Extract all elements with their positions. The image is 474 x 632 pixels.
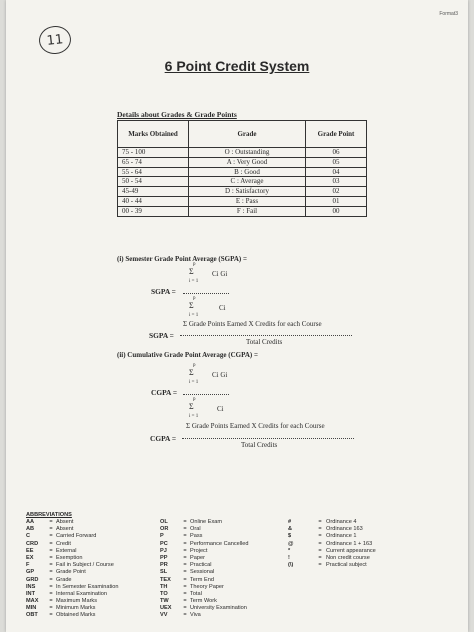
cgpa-num-lower: i = 1	[189, 380, 199, 385]
abbreviation-meaning: Credit	[56, 540, 71, 547]
sgpa-den-lower: i = 1	[189, 313, 199, 318]
abbreviation-code: !	[288, 554, 290, 561]
abbreviation-equals: =	[183, 547, 187, 554]
abbreviation-item	[288, 555, 376, 562]
cgpa-den-upper: p	[193, 397, 196, 402]
grade-cell: A : Very Good	[189, 157, 306, 167]
abbreviation-item	[160, 598, 248, 605]
abbreviation-meaning: Ordinance 1 + 163	[326, 540, 373, 547]
sgpa-heading: (i) Semester Grade Point Average (SGPA) =	[117, 255, 247, 263]
abbreviation-code: C	[26, 533, 31, 540]
abbreviation-item	[160, 577, 248, 584]
marks-cell: 40 - 44	[118, 196, 189, 206]
abbreviation-meaning: University Examination	[190, 605, 247, 612]
cgpa-denominator-2: Total Credits	[241, 441, 278, 449]
abbreviation-item	[26, 598, 119, 605]
abbreviation-equals: =	[183, 526, 187, 533]
abbreviation-equals: =	[49, 569, 53, 576]
abbreviation-equals: =	[49, 540, 53, 547]
abbreviation-meaning: Maximum Marks	[56, 598, 98, 605]
document-page	[6, 0, 468, 632]
grades-table	[117, 120, 367, 217]
abbreviation-item	[26, 533, 119, 540]
abbreviation-equals: =	[49, 519, 53, 525]
sgpa-label-1: SGPA =	[151, 287, 176, 296]
grade-cell: B : Good	[189, 167, 306, 177]
abbreviation-equals: =	[183, 612, 187, 619]
sgpa-num-term: Ci Gi	[212, 270, 228, 278]
abbreviation-meaning: Carried Forward	[56, 533, 97, 540]
cgpa-heading: (ii) Cumulative Grade Point Average (CGPA) =	[117, 351, 258, 359]
grade-cell: D : Satisfactory	[189, 187, 306, 197]
abbreviation-equals: =	[183, 590, 187, 597]
abbreviation-code: EE	[26, 547, 34, 554]
abbreviation-code: @	[288, 540, 294, 547]
marks-cell: 75 - 100	[118, 148, 189, 158]
abbreviations-title: ABBREVIATIONS	[26, 512, 72, 518]
sgpa-num-sigma: Σ	[189, 267, 194, 276]
abbreviation-item	[26, 562, 119, 569]
abbreviation-equals: =	[49, 562, 53, 569]
marks-cell: 65 - 74	[118, 157, 189, 167]
abbreviation-meaning: Term End	[190, 576, 214, 583]
abbreviation-equals: =	[49, 533, 53, 540]
header-grade-point: Grade Point	[306, 121, 367, 148]
cgpa-num-term: Ci Gi	[212, 371, 228, 379]
abbreviation-item	[288, 548, 376, 555]
abbreviation-item	[26, 541, 119, 548]
abbreviation-equals: =	[318, 519, 322, 525]
abbreviation-code: F	[26, 562, 30, 569]
abbreviation-meaning: Practical subject	[326, 562, 367, 569]
abbreviation-equals: =	[183, 562, 187, 569]
abbreviation-item	[160, 612, 248, 619]
table-caption: Details about Grades & Grade Points	[117, 110, 237, 119]
abbreviation-code: INS	[26, 583, 36, 590]
abbreviation-code: GRD	[26, 576, 39, 583]
abbreviation-code: EX	[26, 554, 34, 561]
abbreviation-meaning: Exemption	[56, 554, 83, 561]
abbreviation-equals: =	[318, 547, 322, 554]
abbreviation-equals: =	[183, 519, 187, 525]
abbreviation-equals: =	[49, 526, 53, 533]
cgpa-fraction-line-2	[182, 438, 354, 439]
abbreviation-code: SL	[160, 569, 168, 576]
abbreviation-equals: =	[49, 583, 53, 590]
table-row	[118, 187, 367, 197]
grade-cell: C : Average	[189, 177, 306, 187]
abbreviation-equals: =	[49, 598, 53, 605]
abbreviation-meaning: Term Work	[190, 598, 217, 605]
abbreviation-meaning: Viva	[190, 612, 201, 619]
abbreviation-code: *	[288, 547, 291, 554]
sgpa-num-upper: p	[193, 262, 196, 267]
sgpa-label-2: SGPA =	[149, 331, 174, 340]
cgpa-den-sigma: Σ	[189, 402, 194, 411]
sgpa-fraction-line-2	[180, 335, 352, 336]
abbreviation-item	[26, 569, 119, 576]
abbreviation-item	[288, 526, 376, 533]
abbreviation-code: TO	[160, 590, 168, 597]
abbreviation-item	[288, 562, 376, 569]
abbreviation-code: AB	[26, 526, 35, 533]
abbreviation-code: TH	[160, 583, 168, 590]
abbreviation-meaning: Absent	[56, 526, 74, 533]
abbreviation-item	[26, 519, 119, 526]
abbreviation-item	[160, 526, 248, 533]
abbreviation-item	[26, 526, 119, 533]
abbreviation-item	[26, 548, 119, 555]
grade-cell: O : Outstanding	[189, 148, 306, 158]
abbreviation-item	[26, 555, 119, 562]
header-grade: Grade	[189, 121, 306, 148]
abbreviation-meaning: Performance Cancelled	[190, 540, 249, 547]
abbreviation-code: GP	[26, 569, 35, 576]
abbreviations-column-1	[26, 519, 119, 620]
table-row	[118, 206, 367, 216]
sgpa-den-upper: p	[193, 296, 196, 301]
cgpa-fraction-line-1	[183, 394, 229, 395]
abbreviation-code: PJ	[160, 547, 167, 554]
cgpa-den-lower: i = 1	[189, 414, 199, 419]
abbreviation-equals: =	[183, 554, 187, 561]
cgpa-den-term: Ci	[217, 405, 224, 413]
sgpa-num-lower: i = 1	[189, 279, 199, 284]
abbreviation-code: MAX	[26, 598, 39, 605]
abbreviation-meaning: In Semester Examination	[56, 583, 119, 590]
abbreviation-code: OL	[160, 519, 168, 525]
abbreviation-item	[160, 548, 248, 555]
abbreviation-code: PR	[160, 562, 168, 569]
grade-point-cell: 01	[306, 196, 367, 206]
abbreviation-code: PP	[160, 554, 168, 561]
sgpa-numerator-2: Σ Grade Points Earned X Credits for each Course	[183, 320, 322, 328]
abbreviation-item	[160, 605, 248, 612]
sgpa-denominator-2: Total Credits	[246, 338, 283, 346]
abbreviation-meaning: Obtained Marks	[56, 612, 96, 619]
abbreviation-code: #	[288, 519, 292, 525]
abbreviation-meaning: Pass	[190, 533, 203, 540]
abbreviation-code: P	[160, 533, 164, 540]
abbreviation-meaning: External	[56, 547, 77, 554]
grade-cell: F : Fail	[189, 206, 306, 216]
grades-table-header	[118, 121, 367, 148]
abbreviation-meaning: Sessional	[190, 569, 215, 576]
abbreviation-code: $	[288, 533, 292, 540]
abbreviation-meaning: Current appearance	[326, 547, 376, 554]
abbreviation-meaning: Ordinance 1	[326, 533, 357, 540]
sgpa-den-term: Ci	[219, 304, 226, 312]
abbreviation-item	[160, 562, 248, 569]
header-marks: Marks Obtained	[118, 121, 189, 148]
abbreviation-equals: =	[183, 576, 187, 583]
abbreviation-equals: =	[183, 533, 187, 540]
abbreviation-equals: =	[318, 554, 322, 561]
abbreviation-meaning: Ordinance 163	[326, 526, 363, 533]
table-row	[118, 196, 367, 206]
abbreviation-meaning: Ordinance 4	[326, 519, 357, 525]
abbreviation-code: OR	[160, 526, 169, 533]
abbreviations-column-3	[288, 519, 376, 569]
abbreviation-item	[160, 541, 248, 548]
grade-point-cell: 04	[306, 167, 367, 177]
grade-point-cell: 02	[306, 187, 367, 197]
abbreviation-meaning: Online Exam	[190, 519, 223, 525]
cgpa-label-2: CGPA =	[150, 434, 177, 443]
page-title: 6 Point Credit System	[164, 58, 310, 74]
abbreviation-item	[26, 591, 119, 598]
abbreviation-meaning: Project	[190, 547, 208, 554]
abbreviation-meaning: Absent	[56, 519, 74, 525]
abbreviation-code: MIN	[26, 605, 37, 612]
abbreviations-column-2	[160, 519, 248, 620]
grade-point-cell: 05	[306, 157, 367, 167]
abbreviation-equals: =	[318, 540, 322, 547]
abbreviation-meaning: Practical	[190, 562, 212, 569]
abbreviation-equals: =	[183, 605, 187, 612]
grade-point-cell: 00	[306, 206, 367, 216]
cgpa-label-1: CGPA =	[151, 388, 178, 397]
abbreviation-meaning: Grade	[56, 576, 72, 583]
format-label: Format3	[439, 11, 458, 17]
abbreviation-equals: =	[318, 562, 322, 569]
table-row	[118, 177, 367, 187]
abbreviation-equals: =	[183, 540, 187, 547]
abbreviation-meaning: Grade Point	[56, 569, 86, 576]
page-number: 11	[38, 24, 73, 55]
abbreviation-code: PC	[160, 540, 168, 547]
abbreviation-code: &	[288, 526, 293, 533]
abbreviation-code: AA	[26, 519, 35, 525]
abbreviation-equals: =	[183, 569, 187, 576]
abbreviation-item	[26, 605, 119, 612]
abbreviation-equals: =	[318, 526, 322, 533]
abbreviation-item	[26, 577, 119, 584]
abbreviation-code: TW	[160, 598, 169, 605]
abbreviation-meaning: Paper	[190, 554, 205, 561]
abbreviation-item	[26, 612, 119, 619]
grade-point-cell: 06	[306, 148, 367, 158]
abbreviation-code: TEX	[160, 576, 171, 583]
abbreviation-item	[160, 591, 248, 598]
abbreviation-item	[26, 584, 119, 591]
abbreviation-item	[160, 555, 248, 562]
abbreviation-equals: =	[183, 598, 187, 605]
abbreviation-equals: =	[49, 554, 53, 561]
grade-point-cell: 03	[306, 177, 367, 187]
sgpa-den-sigma: Σ	[189, 301, 194, 310]
abbreviation-equals: =	[183, 583, 187, 590]
abbreviation-meaning: Total	[190, 590, 202, 597]
sgpa-fraction-line-1	[183, 293, 229, 294]
cgpa-num-upper: p	[193, 363, 196, 368]
abbreviation-code: VV	[160, 612, 168, 619]
abbreviation-code: UEX	[160, 605, 172, 612]
abbreviation-item	[160, 519, 248, 526]
abbreviation-code: CRD	[26, 540, 39, 547]
table-row	[118, 148, 367, 158]
abbreviation-equals: =	[49, 547, 53, 554]
abbreviation-meaning: Theory Paper	[190, 583, 224, 590]
abbreviation-meaning: Oral	[190, 526, 201, 533]
abbreviation-meaning: Internal Examination	[56, 590, 107, 597]
abbreviation-item	[288, 541, 376, 548]
abbreviation-item	[160, 569, 248, 576]
marks-cell: 00 - 39	[118, 206, 189, 216]
marks-cell: 55 - 64	[118, 167, 189, 177]
abbreviation-item	[288, 533, 376, 540]
cgpa-numerator-2: Σ Grade Points Earned X Credits for each Course	[186, 422, 325, 430]
abbreviation-meaning: Minimum Marks	[56, 605, 96, 612]
abbreviation-code: INT	[26, 590, 36, 597]
abbreviation-equals: =	[49, 590, 53, 597]
cgpa-num-sigma: Σ	[189, 368, 194, 377]
marks-cell: 45-49	[118, 187, 189, 197]
abbreviation-item	[160, 533, 248, 540]
abbreviation-code: OBT	[26, 612, 38, 619]
abbreviation-item	[160, 584, 248, 591]
abbreviation-meaning: Fail in Subject / Course	[56, 562, 114, 569]
abbreviation-equals: =	[318, 533, 322, 540]
abbreviation-equals: =	[49, 612, 53, 619]
table-row	[118, 157, 367, 167]
abbreviation-equals: =	[49, 576, 53, 583]
abbreviation-code: (\)	[288, 562, 294, 569]
marks-cell: 50 - 54	[118, 177, 189, 187]
grade-cell: E : Pass	[189, 196, 306, 206]
table-row	[118, 167, 367, 177]
abbreviation-meaning: Non credit course	[326, 554, 370, 561]
abbreviation-item	[288, 519, 376, 526]
abbreviation-equals: =	[49, 605, 53, 612]
